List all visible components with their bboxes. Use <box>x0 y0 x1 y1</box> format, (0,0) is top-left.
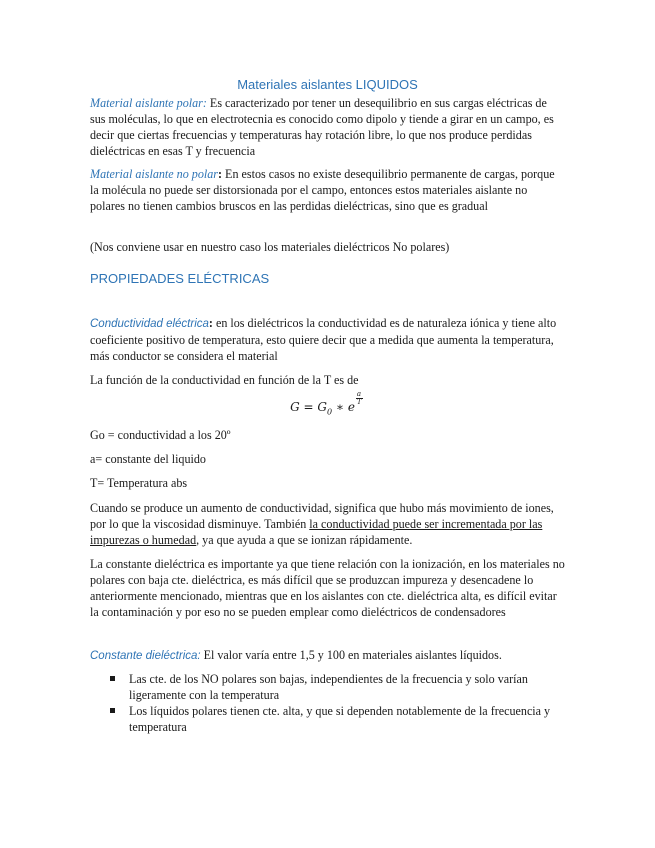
polar-paragraph <box>90 95 565 159</box>
conductividad-colon: : <box>208 316 213 330</box>
definition-go: Go = conductividad a los 20º <box>90 428 231 442</box>
bullet-list <box>110 671 570 735</box>
increase-text-2: , ya que ayuda a que se ionizan rápidamente. <box>196 533 413 547</box>
polar-term: Material aislante polar: <box>90 96 207 110</box>
constante-text: El valor varía entre 1,5 y 100 en materiales aislantes líquidos. <box>200 648 502 662</box>
constante-term: Constante dieléctrica: <box>90 650 201 662</box>
constante-line <box>90 647 565 664</box>
no-polar-term: Material aislante no polar <box>90 167 218 181</box>
document-title: Materiales aislantes LIQUIDOS <box>237 77 418 92</box>
function-intro: La función de la conductividad en función de la T es de <box>90 373 359 387</box>
conductividad-term: Conductividad eléctrica <box>90 318 209 330</box>
constante-paragraph: La constante dieléctrica es importante ya que tiene relación con la ionización, en los materiales no polares con baja cte. dieléctrica, es más difícil que se produzcan impureza y desencadene lo anteriormente mencionado, mientras que en los aislantes con cte. dieléctrica alta, es difícil evitar la contaminación y por eso no se pueden emplear como dieléctricos de condensadores <box>90 557 565 619</box>
no-polar-paragraph <box>90 166 565 214</box>
note-paragraph: (Nos conviene usar en nuestro caso los materiales dieléctricos No polares) <box>90 240 450 254</box>
conductividad-text: en los dieléctricos la conductividad es de naturaleza iónica y tiene alto coeficiente positivo de temperatura, esto quiere decir que a medida que aumenta la temperatura, más conductor se considera el material <box>90 316 557 363</box>
bullet-text: Los líquidos polares tienen cte. alta, y que si dependen notablemente de la frecuencia y temperatura <box>129 704 551 734</box>
polar-text: Es caracterizado por tener un desequilibrio en sus cargas eléctricas de sus moléculas, lo que en electrotecnia es conocido como dipolo y tiende a girar en un campo, es decir que ciertas frecuencias y temperaturas hay rotación libre, lo que nos produce perdidas dieléctricas en esas T y frecuencia <box>90 96 554 158</box>
definition-a: a= constante del liquido <box>90 452 206 466</box>
increase-underlined: la conductividad puede ser incrementada por las impurezas o humedad <box>90 517 543 547</box>
conductivity-formula <box>0 390 655 421</box>
conductividad-paragraph <box>90 315 565 364</box>
properties-heading: PROPIEDADES ELÉCTRICAS <box>90 271 270 286</box>
bullet-square-icon <box>110 676 115 681</box>
formula-mid: ∗ e <box>332 400 355 414</box>
no-polar-text: En estos casos no existe desequilibrio permanente de cargas, porque la molécula no puede ser distorsionada por el campo, entonces estos materiales aislante no polares no tienen cambios bruscos en las perdidas dieléctricas, sino que es gradual <box>90 167 555 213</box>
formula-lhs: G = G <box>290 400 327 414</box>
exponent-denominator: T <box>356 398 362 406</box>
no-polar-colon: : <box>218 167 223 181</box>
definition-t: T= Temperatura abs <box>90 476 188 490</box>
increase-paragraph <box>90 500 565 548</box>
bullet-square-icon <box>110 708 115 713</box>
formula-subscript: 0 <box>326 407 333 417</box>
formula-exponent <box>355 390 365 414</box>
list-item <box>110 671 570 703</box>
list-item <box>110 703 570 735</box>
bullet-text: Las cte. de los NO polares son bajas, independientes de la frecuencia y solo varían ligeramente con la temperatura <box>129 672 528 702</box>
increase-text-1: Cuando se produce un aumento de conductividad, significa que hubo más movimiento de iones, por lo que la viscosidad disminuye. También <box>90 501 554 531</box>
exponent-numerator: a <box>356 390 362 398</box>
